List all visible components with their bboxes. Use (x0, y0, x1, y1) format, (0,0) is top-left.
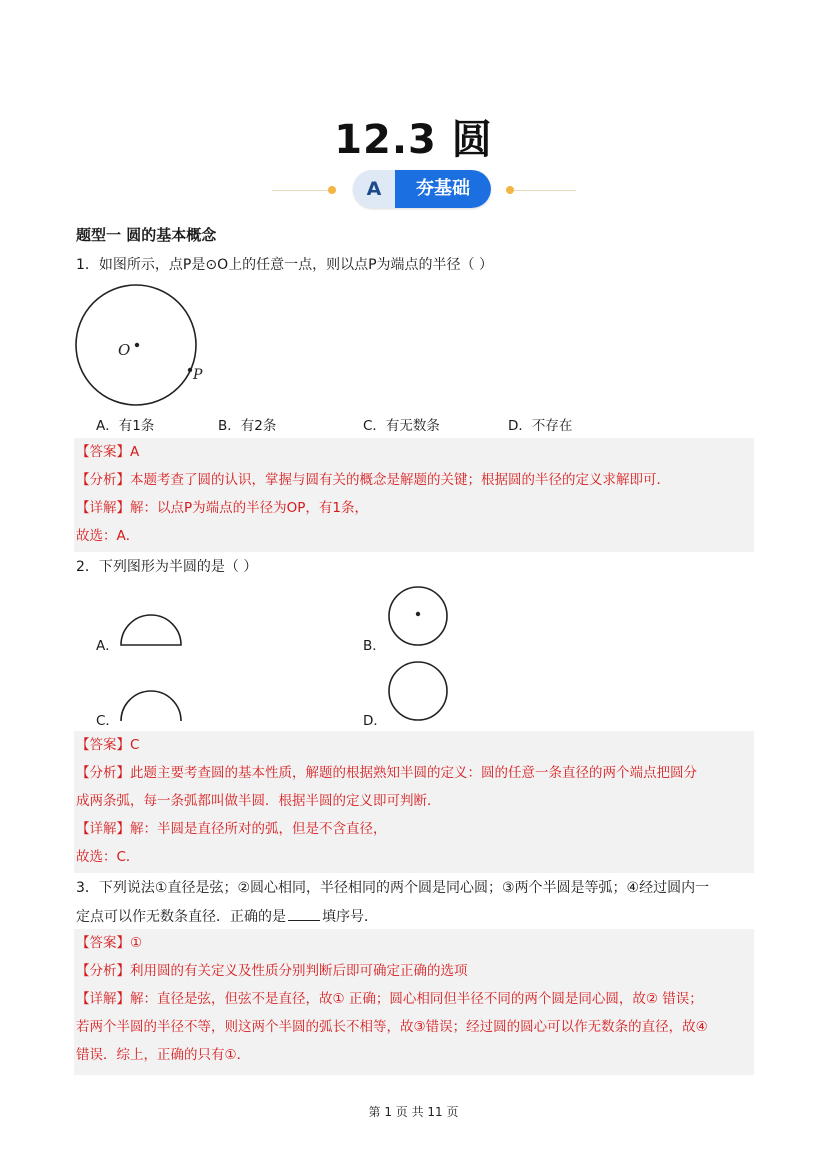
q1-center-dot (135, 343, 139, 347)
q2-option-c-arc (118, 686, 184, 724)
q2-option-b-circle-with-center (385, 583, 453, 649)
q3-detail-3: 错误．综上，正确的只有①． (76, 1047, 251, 1063)
q1-detail-tag: 【详解】 (76, 500, 130, 516)
q2-analysis-1: 此题主要考查圆的基本性质，解题的根据熟知半圆的定义：圆的任意一条直径的两个端点把圆分 (130, 765, 697, 781)
q3-detail-line-1 (74, 985, 754, 1013)
q3-analysis: 利用圆的有关定义及性质分别判断后即可确定正确的选项 (130, 963, 468, 979)
q3-analysis-tag: 【分析】 (76, 963, 130, 979)
q2-option-a-semicircle (118, 612, 184, 648)
q2-detail: 解：半圆是直径所对的弧，但是不含直径， (130, 821, 387, 837)
q3-detail-1: 解：直径是弦，但弦不是直径，故① 正确；圆心相同但半径不同的两个圆是同心圆，故② 错误； (130, 991, 703, 1007)
q1-detail: 解：以点P为端点的半径为OP，有1条， (130, 500, 368, 516)
q3-answer: 【答案】① (76, 935, 143, 951)
q1-stem: 1．如图所示，点P是⊙O上的任意一点，则以点P为端点的半径（ ） (76, 257, 493, 273)
q1-answer-box (74, 438, 754, 552)
q3-answer-box (74, 929, 754, 1075)
q1-answer: 【答案】A (76, 444, 140, 460)
q2-conclusion: 故选：C． (76, 849, 140, 865)
banner-text: 夯基础 (395, 170, 491, 208)
q3-blank (288, 906, 320, 921)
q1-analysis-line (74, 466, 754, 494)
q2-option-a-label: A． (96, 638, 119, 654)
banner-right-dot (506, 186, 514, 194)
q3-detail-2: 若两个半圆的半径不等，则这两个半圆的弧长不相等，故③错误；经过圆的圆心可以作无数条的直径，故④ (76, 1019, 708, 1035)
q1-option-a: A．有1条 (96, 418, 155, 434)
q2-detail-tag: 【详解】 (76, 821, 130, 837)
banner-left-dot (328, 186, 336, 194)
q1-point-p-dot (188, 368, 192, 372)
banner-letter: A (357, 173, 391, 205)
q1-option-b: B．有2条 (218, 418, 277, 434)
q2-analysis-tag: 【分析】 (76, 765, 130, 781)
section-heading: 题型一 圆的基本概念 (76, 226, 217, 244)
q2-answer: 【答案】C (76, 737, 140, 753)
q3-stem-1: 3．下列说法①直径是弦；②圆心相同，半径相同的两个圆是同心圆；③两个半圆是等弧；④经过圆内一 (76, 880, 710, 896)
q2-option-d-circle (385, 658, 453, 724)
q3-detail-tag: 【详解】 (76, 991, 130, 1007)
q1-label-p: P (193, 367, 203, 383)
q1-detail-line (74, 494, 754, 522)
q1-label-o: O (118, 341, 131, 359)
q3-stem-2a: 定点可以作无数条直径．正确的是 (76, 909, 286, 925)
banner-right-line (514, 190, 576, 191)
q2-detail-line (74, 815, 754, 843)
section-banner (353, 170, 491, 208)
q3-stem-2b: 填序号． (322, 909, 378, 925)
q2-option-d-label: D． (363, 713, 387, 729)
q1-option-d: D．不存在 (508, 418, 573, 434)
q1-circle-figure (70, 280, 220, 410)
q1-analysis-tag: 【分析】 (76, 472, 130, 488)
banner-left-line (272, 190, 334, 191)
q1-option-c: C．有无数条 (363, 418, 440, 434)
q1-conclusion: 故选：A． (76, 528, 140, 544)
q2-stem: 2．下列图形为半圆的是（ ） (76, 559, 258, 575)
q2-option-b-label: B． (363, 638, 386, 654)
q2-analysis-line-1 (74, 759, 754, 787)
q2-answer-box (74, 731, 754, 873)
q3-analysis-line (74, 957, 754, 985)
q2-analysis-2: 成两条弧，每一条弧都叫做半圆．根据半圆的定义即可判断． (76, 793, 441, 809)
q3-stem-2 (76, 906, 378, 927)
q2-option-c-label: C． (96, 713, 119, 729)
q1-analysis: 本题考查了圆的认识，掌握与圆有关的概念是解题的关键；根据圆的半径的定义求解即可． (130, 472, 670, 488)
page-title: 12.3 圆 (334, 117, 493, 163)
page-footer: 第 1 页 共 11 页 (368, 1105, 459, 1119)
